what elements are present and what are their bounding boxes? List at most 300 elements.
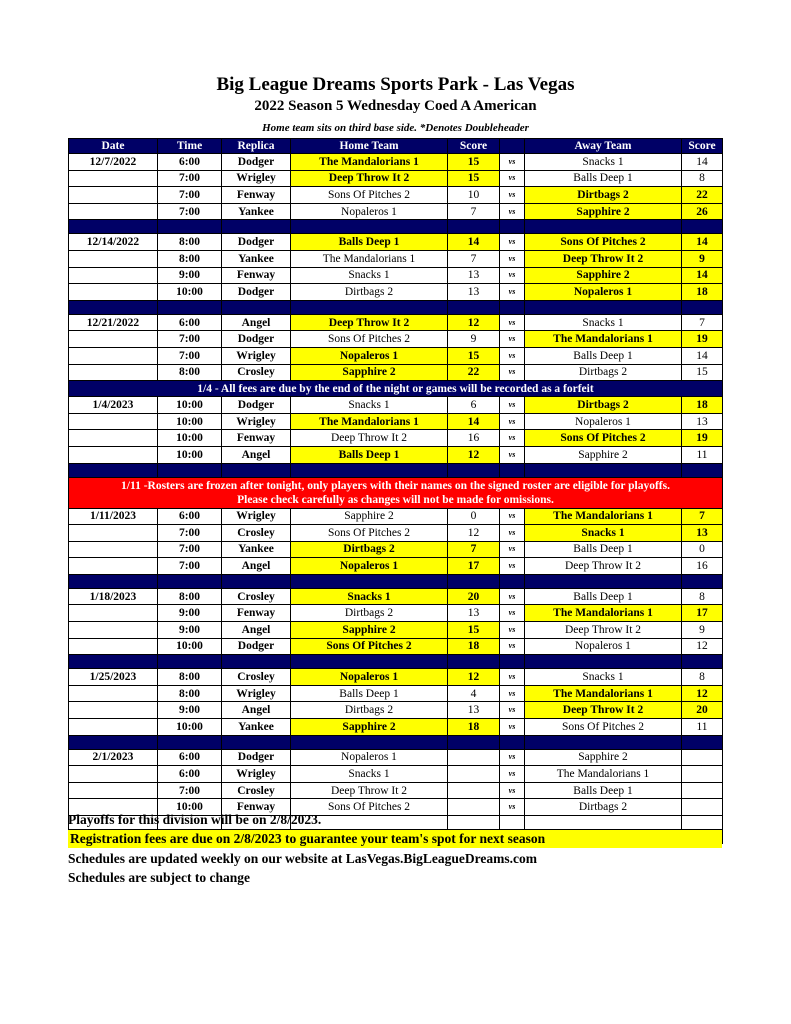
away-score-cell: 19	[682, 331, 723, 348]
home-team-cell: Deep Throw It 2	[291, 314, 448, 331]
table-row	[69, 154, 723, 171]
replica-cell: Crosley	[222, 364, 291, 381]
home-team-cell: Sons Of Pitches 2	[291, 799, 448, 816]
empty-cell	[291, 735, 448, 749]
table-row	[69, 250, 723, 267]
schedule-table	[68, 138, 723, 844]
empty-cell	[448, 300, 500, 314]
empty-cell	[448, 735, 500, 749]
vs-cell: vs	[500, 250, 525, 267]
table-row	[69, 234, 723, 251]
home-team-cell: The Mandalorians 1	[291, 413, 448, 430]
away-score-cell: 13	[682, 413, 723, 430]
away-team-cell: Balls Deep 1	[525, 588, 682, 605]
change-note: Schedules are subject to change	[68, 870, 250, 885]
table-row	[69, 508, 723, 525]
date-cell	[69, 558, 158, 575]
table-row	[69, 203, 723, 220]
empty-cell	[682, 463, 723, 477]
vs-cell: vs	[500, 605, 525, 622]
replica-cell: Yankee	[222, 719, 291, 736]
vs-cell: vs	[500, 669, 525, 686]
date-cell	[69, 685, 158, 702]
table-row	[69, 782, 723, 799]
empty-cell	[69, 220, 158, 234]
table-row	[69, 685, 723, 702]
empty-cell	[222, 735, 291, 749]
empty-cell	[525, 816, 682, 830]
empty-cell	[448, 463, 500, 477]
replica-cell: Dodger	[222, 284, 291, 301]
roster-alert-line-2: Please check carefully as changes will not be made for omissions.	[237, 493, 554, 506]
vs-cell: vs	[500, 364, 525, 381]
away-score-cell: 7	[682, 508, 723, 525]
empty-cell	[291, 574, 448, 588]
home-team-cell: Balls Deep 1	[291, 446, 448, 463]
away-score-cell: 18	[682, 397, 723, 414]
table-row	[69, 525, 723, 542]
away-score-cell: 13	[682, 525, 723, 542]
home-score-cell: 15	[448, 347, 500, 364]
date-cell	[69, 638, 158, 655]
away-team-cell: Dirtbags 2	[525, 397, 682, 414]
home-score-cell: 10	[448, 187, 500, 204]
away-score-cell: 8	[682, 669, 723, 686]
home-score-cell: 7	[448, 250, 500, 267]
empty-cell	[500, 574, 525, 588]
home-team-cell: Sapphire 2	[291, 364, 448, 381]
empty-cell	[682, 574, 723, 588]
home-score-cell: 13	[448, 605, 500, 622]
away-team-cell: Dirtbags 2	[525, 364, 682, 381]
home-team-cell: Sapphire 2	[291, 508, 448, 525]
replica-cell: Crosley	[222, 525, 291, 542]
time-cell: 10:00	[158, 719, 222, 736]
table-row	[69, 397, 723, 414]
away-team-cell: Dirtbags 2	[525, 799, 682, 816]
vs-cell: vs	[500, 719, 525, 736]
vs-cell: vs	[500, 347, 525, 364]
away-score-cell: 19	[682, 430, 723, 447]
date-cell	[69, 766, 158, 783]
away-score-cell: 18	[682, 284, 723, 301]
replica-cell: Dodger	[222, 749, 291, 766]
replica-cell: Wrigley	[222, 508, 291, 525]
home-score-cell: 7	[448, 203, 500, 220]
time-cell: 6:00	[158, 314, 222, 331]
time-cell: 10:00	[158, 799, 222, 816]
home-score-cell: 7	[448, 541, 500, 558]
registration-note: Registration fees are due on 2/8/2023 to guarantee your team's spot for next season	[68, 830, 722, 848]
empty-cell	[525, 220, 682, 234]
separator-row	[69, 463, 723, 477]
table-row	[69, 638, 723, 655]
replica-cell: Crosley	[222, 588, 291, 605]
empty-cell	[525, 574, 682, 588]
replica-cell: Fenway	[222, 605, 291, 622]
page-subtitle: 2022 Season 5 Wednesday Coed A American	[254, 98, 537, 114]
home-score-cell: 9	[448, 331, 500, 348]
time-cell: 10:00	[158, 430, 222, 447]
home-team-cell: Balls Deep 1	[291, 685, 448, 702]
table-row	[69, 413, 723, 430]
time-cell: 6:00	[158, 766, 222, 783]
page-title: Big League Dreams Sports Park - Las Vegas	[216, 74, 575, 95]
empty-cell	[500, 735, 525, 749]
date-cell	[69, 284, 158, 301]
replica-cell: Fenway	[222, 187, 291, 204]
empty-cell	[158, 574, 222, 588]
empty-cell	[525, 300, 682, 314]
fee-notice-row	[69, 381, 723, 397]
col-date: Date	[69, 139, 158, 154]
away-score-cell: 9	[682, 622, 723, 639]
home-score-cell: 13	[448, 267, 500, 284]
table-row	[69, 702, 723, 719]
away-score-cell	[682, 766, 723, 783]
vs-cell: vs	[500, 622, 525, 639]
replica-cell: Crosley	[222, 669, 291, 686]
vs-cell: vs	[500, 187, 525, 204]
away-team-cell: Sapphire 2	[525, 749, 682, 766]
time-cell: 7:00	[158, 782, 222, 799]
home-team-cell: Deep Throw It 2	[291, 430, 448, 447]
table-row	[69, 284, 723, 301]
away-team-cell: Deep Throw It 2	[525, 702, 682, 719]
date-cell	[69, 187, 158, 204]
away-team-cell: Nopaleros 1	[525, 284, 682, 301]
away-score-cell: 7	[682, 314, 723, 331]
home-team-cell: Dirtbags 2	[291, 541, 448, 558]
away-team-cell: Deep Throw It 2	[525, 250, 682, 267]
vs-cell: vs	[500, 508, 525, 525]
table-row	[69, 347, 723, 364]
home-score-cell: 12	[448, 446, 500, 463]
table-row	[69, 364, 723, 381]
vs-cell: vs	[500, 446, 525, 463]
away-team-cell: Nopaleros 1	[525, 413, 682, 430]
away-score-cell: 12	[682, 638, 723, 655]
time-cell: 8:00	[158, 250, 222, 267]
away-score-cell	[682, 782, 723, 799]
empty-cell	[682, 735, 723, 749]
home-score-cell	[448, 799, 500, 816]
empty-cell	[682, 816, 723, 830]
home-score-cell	[448, 749, 500, 766]
vs-cell: vs	[500, 749, 525, 766]
home-score-cell: 18	[448, 638, 500, 655]
home-team-cell: Balls Deep 1	[291, 234, 448, 251]
vs-cell: vs	[500, 766, 525, 783]
replica-cell: Dodger	[222, 638, 291, 655]
time-cell: 10:00	[158, 638, 222, 655]
empty-cell	[222, 655, 291, 669]
website-note: Schedules are updated weekly on our website at LasVegas.BigLeagueDreams.com	[68, 851, 538, 866]
replica-cell: Wrigley	[222, 685, 291, 702]
vs-cell: vs	[500, 782, 525, 799]
away-score-cell	[682, 799, 723, 816]
home-score-cell: 17	[448, 558, 500, 575]
home-team-cell: Nopaleros 1	[291, 669, 448, 686]
home-score-cell: 20	[448, 588, 500, 605]
date-cell	[69, 203, 158, 220]
empty-cell	[222, 574, 291, 588]
home-score-cell: 15	[448, 154, 500, 171]
vs-cell: vs	[500, 170, 525, 187]
away-score-cell: 26	[682, 203, 723, 220]
replica-cell: Fenway	[222, 430, 291, 447]
home-score-cell	[448, 766, 500, 783]
time-cell: 7:00	[158, 347, 222, 364]
replica-cell: Wrigley	[222, 347, 291, 364]
table-row	[69, 605, 723, 622]
home-score-cell: 16	[448, 430, 500, 447]
time-cell: 9:00	[158, 605, 222, 622]
date-cell	[69, 622, 158, 639]
home-team-cell: Nopaleros 1	[291, 558, 448, 575]
away-score-cell: 22	[682, 187, 723, 204]
table-header-row	[69, 139, 723, 154]
replica-cell: Wrigley	[222, 766, 291, 783]
vs-cell: vs	[500, 284, 525, 301]
date-cell	[69, 413, 158, 430]
away-team-cell: Sons Of Pitches 2	[525, 234, 682, 251]
replica-cell: Yankee	[222, 203, 291, 220]
replica-cell: Crosley	[222, 782, 291, 799]
away-score-cell: 11	[682, 719, 723, 736]
date-cell	[69, 364, 158, 381]
home-team-cell: Nopaleros 1	[291, 203, 448, 220]
home-score-cell: 15	[448, 170, 500, 187]
home-score-cell	[448, 782, 500, 799]
empty-cell	[525, 655, 682, 669]
table-row	[69, 541, 723, 558]
playoffs-note: Playoffs for this division will be on 2/8/2023.	[68, 812, 322, 827]
col-away-score: Score	[682, 139, 723, 154]
home-team-cell: Sons Of Pitches 2	[291, 187, 448, 204]
vs-cell: vs	[500, 154, 525, 171]
time-cell: 10:00	[158, 284, 222, 301]
table-row	[69, 187, 723, 204]
away-team-cell: Sapphire 2	[525, 446, 682, 463]
date-cell	[69, 347, 158, 364]
away-score-cell: 8	[682, 588, 723, 605]
vs-cell: vs	[500, 541, 525, 558]
time-cell: 8:00	[158, 364, 222, 381]
empty-cell	[682, 655, 723, 669]
separator-row	[69, 574, 723, 588]
home-score-cell: 13	[448, 284, 500, 301]
time-cell: 6:00	[158, 749, 222, 766]
date-cell	[69, 446, 158, 463]
time-cell: 10:00	[158, 397, 222, 414]
away-team-cell: The Mandalorians 1	[525, 766, 682, 783]
empty-cell	[158, 655, 222, 669]
away-team-cell: Sapphire 2	[525, 203, 682, 220]
vs-cell: vs	[500, 558, 525, 575]
home-team-cell: The Mandalorians 1	[291, 250, 448, 267]
vs-cell: vs	[500, 702, 525, 719]
time-cell: 7:00	[158, 170, 222, 187]
empty-cell	[500, 816, 525, 830]
away-team-cell: Deep Throw It 2	[525, 558, 682, 575]
date-cell	[69, 702, 158, 719]
empty-cell	[682, 300, 723, 314]
time-cell: 7:00	[158, 558, 222, 575]
date-cell: 1/25/2023	[69, 669, 158, 686]
empty-cell	[158, 735, 222, 749]
time-cell: 9:00	[158, 267, 222, 284]
date-cell	[69, 267, 158, 284]
vs-cell: vs	[500, 234, 525, 251]
time-cell: 9:00	[158, 702, 222, 719]
separator-row	[69, 220, 723, 234]
separator-row	[69, 300, 723, 314]
table-row	[69, 669, 723, 686]
away-team-cell: Balls Deep 1	[525, 541, 682, 558]
vs-cell: vs	[500, 588, 525, 605]
home-team-cell: Sons Of Pitches 2	[291, 525, 448, 542]
replica-cell: Fenway	[222, 267, 291, 284]
away-team-cell: Deep Throw It 2	[525, 622, 682, 639]
roster-alert-cell	[69, 477, 723, 508]
away-score-cell: 14	[682, 234, 723, 251]
date-cell	[69, 541, 158, 558]
date-cell: 1/4/2023	[69, 397, 158, 414]
home-score-cell: 14	[448, 234, 500, 251]
home-team-cell: Nopaleros 1	[291, 347, 448, 364]
table-row	[69, 331, 723, 348]
away-score-cell: 12	[682, 685, 723, 702]
vs-cell: vs	[500, 685, 525, 702]
away-team-cell: The Mandalorians 1	[525, 508, 682, 525]
table-row	[69, 314, 723, 331]
home-team-cell: Sons Of Pitches 2	[291, 331, 448, 348]
away-team-cell: Balls Deep 1	[525, 170, 682, 187]
home-team-cell: The Mandalorians 1	[291, 154, 448, 171]
away-team-cell: Nopaleros 1	[525, 638, 682, 655]
date-cell: 12/7/2022	[69, 154, 158, 171]
home-team-cell: Nopaleros 1	[291, 749, 448, 766]
replica-cell: Angel	[222, 314, 291, 331]
home-score-cell: 0	[448, 508, 500, 525]
away-score-cell: 9	[682, 250, 723, 267]
time-cell: 7:00	[158, 203, 222, 220]
col-home-score: Score	[448, 139, 500, 154]
home-team-cell: Snacks 1	[291, 397, 448, 414]
home-score-cell: 12	[448, 669, 500, 686]
date-cell	[69, 719, 158, 736]
replica-cell: Angel	[222, 622, 291, 639]
roster-alert-row	[69, 477, 723, 508]
date-cell	[69, 250, 158, 267]
date-cell	[69, 170, 158, 187]
time-cell: 7:00	[158, 331, 222, 348]
away-score-cell: 0	[682, 541, 723, 558]
empty-cell	[500, 655, 525, 669]
home-team-cell: Dirtbags 2	[291, 605, 448, 622]
empty-cell	[500, 463, 525, 477]
home-score-cell: 6	[448, 397, 500, 414]
away-score-cell: 8	[682, 170, 723, 187]
home-team-cell: Snacks 1	[291, 766, 448, 783]
replica-cell: Angel	[222, 702, 291, 719]
empty-cell	[291, 220, 448, 234]
away-team-cell: Snacks 1	[525, 525, 682, 542]
home-team-cell: Sons Of Pitches 2	[291, 638, 448, 655]
away-score-cell: 14	[682, 347, 723, 364]
home-team-cell: Dirtbags 2	[291, 284, 448, 301]
home-score-cell: 13	[448, 702, 500, 719]
replica-cell: Dodger	[222, 154, 291, 171]
home-score-cell: 4	[448, 685, 500, 702]
date-cell: 1/18/2023	[69, 588, 158, 605]
date-cell	[69, 782, 158, 799]
replica-cell: Dodger	[222, 397, 291, 414]
col-home-team: Home Team	[291, 139, 448, 154]
empty-cell	[448, 220, 500, 234]
vs-cell: vs	[500, 314, 525, 331]
fee-notice-text: 1/4 - All fees are due by the end of the night or games will be recorded as a forfeit	[69, 381, 723, 397]
empty-cell	[525, 735, 682, 749]
table-row	[69, 558, 723, 575]
away-team-cell: The Mandalorians 1	[525, 331, 682, 348]
home-team-note: Home team sits on third base side. *Denotes Doubleheader	[262, 122, 529, 134]
away-team-cell: Dirtbags 2	[525, 187, 682, 204]
empty-cell	[448, 655, 500, 669]
col-time: Time	[158, 139, 222, 154]
away-score-cell: 14	[682, 154, 723, 171]
empty-cell	[500, 300, 525, 314]
away-score-cell: 16	[682, 558, 723, 575]
away-score-cell	[682, 749, 723, 766]
empty-cell	[158, 463, 222, 477]
table-row	[69, 719, 723, 736]
vs-cell: vs	[500, 397, 525, 414]
empty-cell	[448, 574, 500, 588]
table-row	[69, 588, 723, 605]
table-row	[69, 446, 723, 463]
table-row	[69, 622, 723, 639]
replica-cell: Yankee	[222, 541, 291, 558]
empty-cell	[500, 220, 525, 234]
date-cell: 12/14/2022	[69, 234, 158, 251]
empty-cell	[291, 655, 448, 669]
vs-cell: vs	[500, 638, 525, 655]
empty-cell	[682, 220, 723, 234]
time-cell: 6:00	[158, 508, 222, 525]
separator-row	[69, 735, 723, 749]
replica-cell: Wrigley	[222, 413, 291, 430]
empty-cell	[222, 300, 291, 314]
table-row	[69, 766, 723, 783]
empty-cell	[69, 463, 158, 477]
home-score-cell: 14	[448, 413, 500, 430]
date-cell: 1/11/2023	[69, 508, 158, 525]
home-team-cell: Dirtbags 2	[291, 702, 448, 719]
home-score-cell: 15	[448, 622, 500, 639]
empty-cell	[69, 574, 158, 588]
replica-cell: Dodger	[222, 331, 291, 348]
time-cell: 8:00	[158, 588, 222, 605]
time-cell: 8:00	[158, 669, 222, 686]
table-row	[69, 430, 723, 447]
table-row	[69, 267, 723, 284]
date-cell	[69, 605, 158, 622]
col-vs	[500, 139, 525, 154]
home-score-cell: 12	[448, 525, 500, 542]
empty-cell	[69, 735, 158, 749]
